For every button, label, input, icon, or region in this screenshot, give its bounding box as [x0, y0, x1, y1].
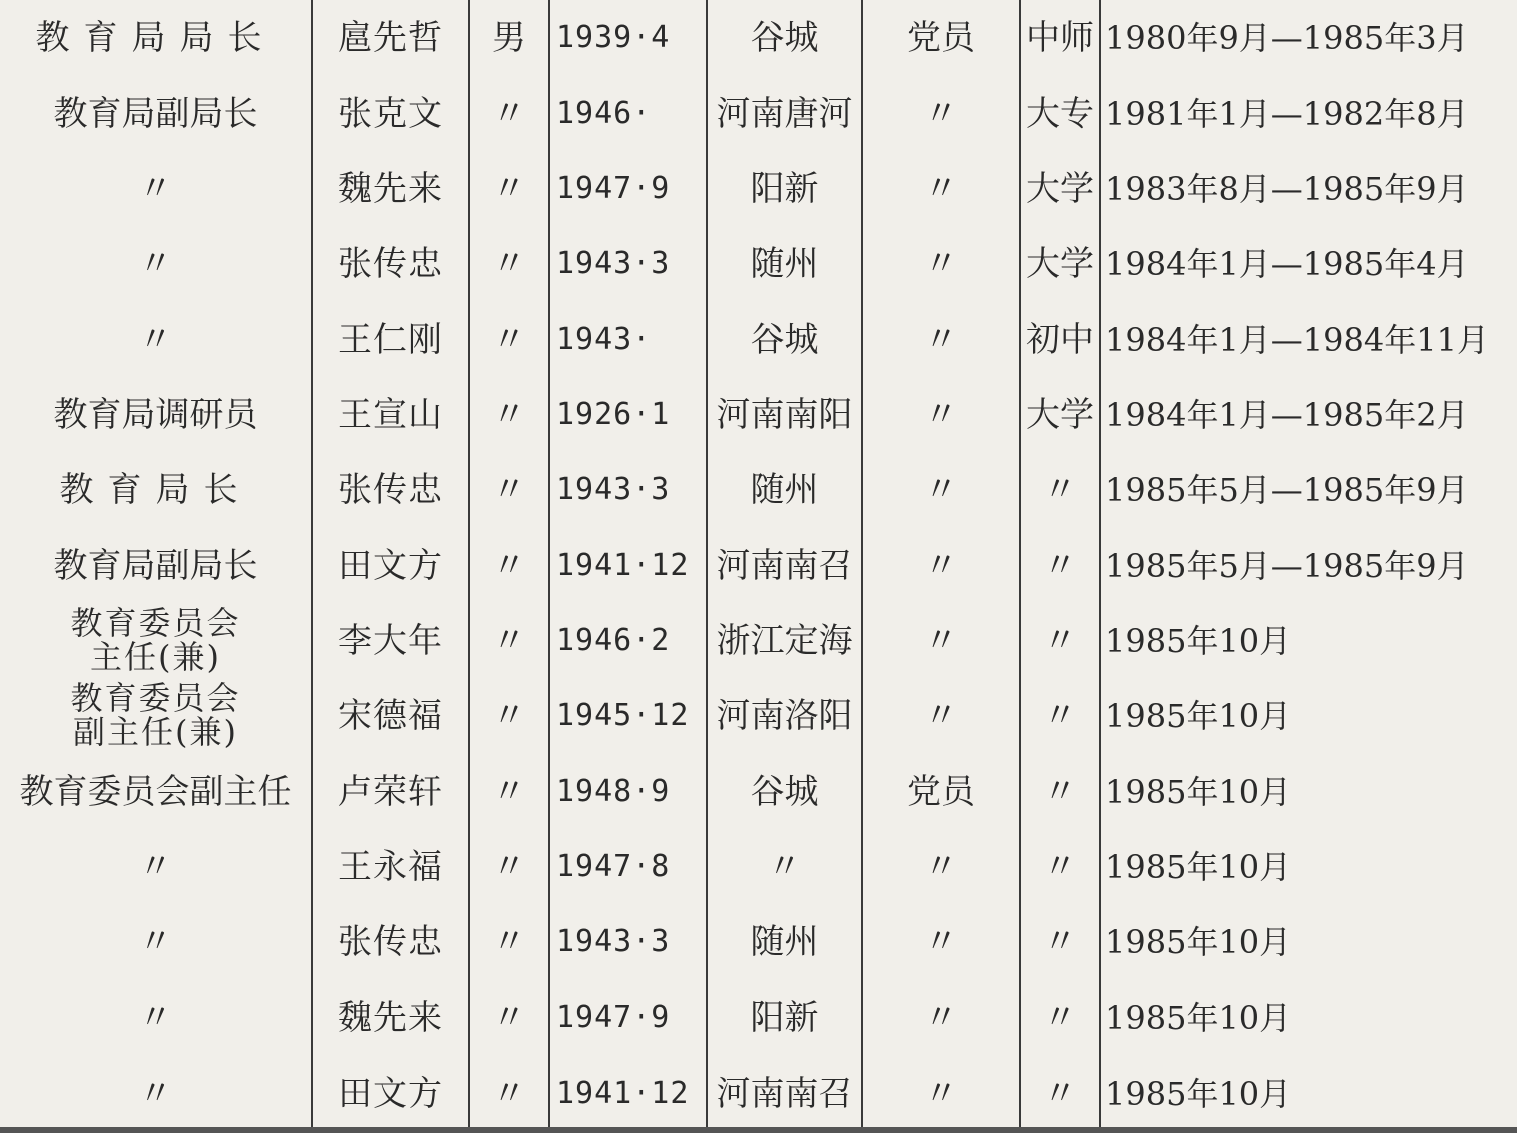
table-row: [0, 76, 1517, 151]
cell-term: 1984年1月—1984年11月: [1100, 302, 1517, 377]
cell-birth: 1941·12: [549, 1055, 707, 1133]
cell-name: 田文方: [312, 528, 469, 603]
table-row: [0, 754, 1517, 829]
cell-birth: 1945·12: [549, 678, 707, 754]
cell-sex: 〃: [469, 302, 549, 377]
cell-term: 1985年5月—1985年9月: [1100, 528, 1517, 603]
cell-title: 〃: [138, 1074, 173, 1114]
cell-party: 〃: [862, 904, 1020, 980]
cell-party: 〃: [862, 603, 1020, 678]
cell-name: 宋德福: [312, 678, 469, 754]
cell-party: 党员: [862, 754, 1020, 829]
cell-sex: 〃: [469, 980, 549, 1055]
cell-birth: 1943·: [549, 302, 707, 377]
cell-title: 教育委员会 主任(兼): [70, 603, 241, 676]
cell-party: 〃: [862, 829, 1020, 904]
cell-origin: 谷城: [707, 302, 862, 377]
cell-name: 张克文: [312, 76, 469, 151]
cell-title: 〃: [138, 997, 173, 1038]
cell-party: 〃: [862, 151, 1020, 226]
cell-birth: 1939·4: [549, 0, 707, 76]
cell-title: 〃: [138, 922, 173, 962]
cell-name: 张传忠: [312, 226, 469, 302]
cell-origin: 阳新: [707, 980, 862, 1055]
cell-education: 〃: [1020, 829, 1100, 904]
cell-education: 〃: [1020, 528, 1100, 603]
cell-title: 教育委员会副主任: [19, 771, 292, 812]
cell-education: 中师: [1020, 0, 1100, 76]
cell-title: 〃: [138, 846, 173, 887]
cell-education: 〃: [1020, 904, 1100, 980]
cell-party: 〃: [862, 1055, 1020, 1133]
table-row: [0, 678, 1517, 754]
cell-origin: 谷城: [707, 0, 862, 76]
cell-sex: 〃: [469, 754, 549, 829]
cell-title: 〃: [138, 244, 173, 284]
cell-origin: 河南南阳: [707, 377, 862, 452]
cell-origin: 随州: [707, 904, 862, 980]
cell-sex: 〃: [469, 829, 549, 904]
cell-party: 〃: [862, 452, 1020, 528]
cell-sex: 〃: [469, 904, 549, 980]
bottom-rule: [0, 1127, 1517, 1133]
cell-name: 王永福: [312, 829, 469, 904]
cell-education: 大学: [1020, 377, 1100, 452]
cell-term: 1985年5月—1985年9月: [1100, 452, 1517, 528]
cell-origin: 阳新: [707, 151, 862, 226]
cell-title: 〃: [138, 168, 173, 209]
cell-term: 1981年1月—1982年8月: [1100, 76, 1517, 151]
cell-name: 扈先哲: [312, 0, 469, 76]
table-row: [0, 151, 1517, 226]
cell-name: 卢荣轩: [312, 754, 469, 829]
table-row: [0, 226, 1517, 302]
cell-term: 1985年10月: [1100, 603, 1517, 678]
cell-birth: 1947·9: [549, 151, 707, 226]
cell-title: 教育局副局长: [53, 93, 258, 134]
cell-name: 魏先来: [312, 980, 469, 1055]
cell-sex: 〃: [469, 603, 549, 678]
cell-origin: 随州: [707, 452, 862, 528]
cell-sex: 〃: [469, 1055, 549, 1133]
cell-education: 〃: [1020, 603, 1100, 678]
cell-education: 初中: [1020, 302, 1100, 377]
cell-term: 1985年10月: [1100, 980, 1517, 1055]
cell-education: 大学: [1020, 226, 1100, 302]
cell-title: 教育局长: [59, 470, 252, 510]
cell-origin: 河南南召: [707, 1055, 862, 1133]
cell-party: 〃: [862, 302, 1020, 377]
cell-party: 〃: [862, 226, 1020, 302]
cell-term: 1984年1月—1985年2月: [1100, 377, 1517, 452]
cell-education: 大专: [1020, 76, 1100, 151]
cell-birth: 1946·: [549, 76, 707, 151]
cell-name: 田文方: [312, 1055, 469, 1133]
cell-party: 〃: [862, 980, 1020, 1055]
cell-term: 1980年9月—1985年3月: [1100, 0, 1517, 76]
cell-origin: 浙江定海: [707, 603, 862, 678]
table-row: [0, 980, 1517, 1055]
cell-term: 1985年10月: [1100, 678, 1517, 754]
cell-birth: 1943·3: [549, 226, 707, 302]
cell-origin: 河南南召: [707, 528, 862, 603]
cell-birth: 1947·8: [549, 829, 707, 904]
cell-title: 教育委员会 副主任(兼): [70, 679, 241, 751]
cell-title: 教育局副局长: [53, 545, 258, 586]
cell-birth: 1941·12: [549, 528, 707, 603]
cell-term: 1985年10月: [1100, 829, 1517, 904]
cell-sex: 〃: [469, 76, 549, 151]
cell-birth: 1943·3: [549, 452, 707, 528]
cell-education: 〃: [1020, 980, 1100, 1055]
table-row: [0, 0, 1517, 76]
cell-title: 〃: [138, 319, 173, 360]
table-row: [0, 452, 1517, 528]
cell-party: 党员: [862, 0, 1020, 76]
table-row: [0, 528, 1517, 603]
cell-party: 〃: [862, 678, 1020, 754]
cell-birth: 1946·2: [549, 603, 707, 678]
cell-birth: 1947·9: [549, 980, 707, 1055]
table-row: [0, 377, 1517, 452]
cell-education: 〃: [1020, 678, 1100, 754]
cell-term: 1985年10月: [1100, 1055, 1517, 1133]
cell-name: 王宣山: [312, 377, 469, 452]
cell-name: 张传忠: [312, 452, 469, 528]
cell-education: 大学: [1020, 151, 1100, 226]
cell-origin: 河南洛阳: [707, 678, 862, 754]
cell-sex: 〃: [469, 452, 549, 528]
table-row: [0, 904, 1517, 980]
cell-education: 〃: [1020, 754, 1100, 829]
cell-sex: 〃: [469, 528, 549, 603]
cell-origin: 河南唐河: [707, 76, 862, 151]
cell-name: 李大年: [312, 603, 469, 678]
cell-term: 1985年10月: [1100, 754, 1517, 829]
cell-sex: 〃: [469, 377, 549, 452]
table-row: [0, 302, 1517, 377]
cell-title: 教育局局长: [35, 18, 276, 58]
cell-education: 〃: [1020, 452, 1100, 528]
cell-sex: 〃: [469, 678, 549, 754]
cell-party: 〃: [862, 528, 1020, 603]
cell-sex: 〃: [469, 226, 549, 302]
cell-name: 王仁刚: [312, 302, 469, 377]
cell-term: 1984年1月—1985年4月: [1100, 226, 1517, 302]
table-row: [0, 1055, 1517, 1133]
table-row: [0, 829, 1517, 904]
cell-education: 〃: [1020, 1055, 1100, 1133]
cell-sex: 〃: [469, 151, 549, 226]
cell-birth: 1948·9: [549, 754, 707, 829]
cell-term: 1983年8月—1985年9月: [1100, 151, 1517, 226]
cell-title: 教育局调研员: [53, 394, 258, 435]
cell-term: 1985年10月: [1100, 904, 1517, 980]
cell-origin: 〃: [707, 829, 862, 904]
cell-origin: 谷城: [707, 754, 862, 829]
cell-name: 魏先来: [312, 151, 469, 226]
cell-party: 〃: [862, 377, 1020, 452]
cell-birth: 1926·1: [549, 377, 707, 452]
cell-sex: 男: [469, 0, 549, 76]
cell-party: 〃: [862, 76, 1020, 151]
cell-origin: 随州: [707, 226, 862, 302]
cell-birth: 1943·3: [549, 904, 707, 980]
table-row: [0, 603, 1517, 678]
cell-name: 张传忠: [312, 904, 469, 980]
